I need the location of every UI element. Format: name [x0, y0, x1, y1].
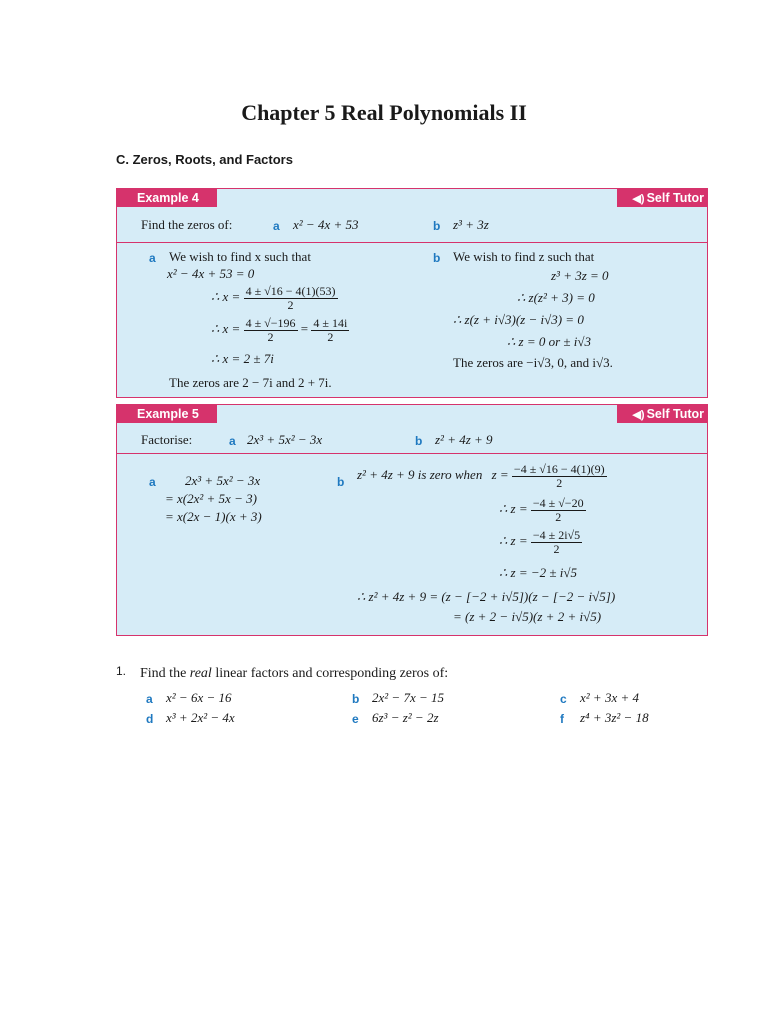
separator [117, 242, 707, 243]
solution-b-label: b [433, 251, 441, 265]
fraction [531, 497, 586, 523]
numerator: 4 ± √16 − 4(1)(53) [245, 284, 336, 298]
equation-prefix: ∴ z = [499, 533, 528, 549]
solution-b-line: ∴ z = 0 or ± i√3 [507, 334, 592, 349]
part-a-label: a [273, 219, 280, 233]
part-expression: 6z³ − z² − 2z [372, 710, 439, 725]
part-expression: x² − 6x − 16 [166, 690, 232, 705]
solution-b-label: b [337, 475, 345, 489]
example-label: Example 4 [117, 189, 217, 207]
fraction [244, 285, 338, 311]
part-b-expression: z³ + 3z [453, 217, 489, 232]
part-a-label: a [229, 434, 236, 448]
equals-sign: = [300, 321, 309, 337]
part-expression: x³ + 2x² − 4x [166, 710, 235, 725]
part-label: b [352, 692, 360, 706]
equation-prefix: ∴ z = [499, 501, 528, 517]
solution-a-conclusion: The zeros are 2 − 7i and 2 + 7i. [169, 375, 332, 390]
equation-prefix: z = [491, 467, 509, 483]
numerator: −4 ± √16 − 4(1)(9) [513, 462, 605, 476]
separator [117, 453, 707, 454]
solution-a-label: a [149, 475, 156, 489]
solution-b-conclusion: The zeros are −i√3, 0, and i√3. [453, 355, 613, 370]
example-prompt: Find the zeros of: [141, 217, 233, 232]
example-label: Example 5 [117, 405, 217, 423]
question-text-italic: real [189, 666, 212, 681]
part-a-expression: 2x³ + 5x² − 3x [247, 432, 323, 447]
numerator: 4 ± 14i [313, 316, 348, 330]
example-4-box [116, 188, 708, 398]
denominator: 2 [327, 329, 334, 344]
self-tutor-button[interactable] [617, 405, 707, 423]
part-label: f [560, 712, 564, 726]
part-a-expression: x² − 4x + 53 [293, 217, 359, 232]
solution-a-label: a [149, 251, 156, 265]
denominator: 2 [555, 509, 562, 524]
solution-b-line: ∴ z(z + i√3)(z − i√3) = 0 [453, 312, 584, 327]
equation-prefix: ∴ x = [211, 321, 241, 337]
part-label: e [352, 712, 359, 726]
example-5-box [116, 404, 708, 636]
self-tutor-label: Self Tutor [646, 407, 704, 421]
solution-a-fraction-line [211, 317, 349, 343]
part-label: c [560, 692, 567, 706]
solution-b-fraction-line [499, 497, 586, 523]
part-expression: z⁴ + 3z² − 18 [580, 710, 649, 725]
part-b-expression: z² + 4z + 9 [435, 432, 493, 447]
numerator: 4 ± √−196 [245, 316, 296, 330]
page-title: Chapter 5 Real Polynomials II [241, 100, 527, 125]
equation-prefix: ∴ x = [211, 289, 241, 305]
example-prompt: Factorise: [141, 432, 193, 447]
statement: z² + 4z + 9 is zero when [357, 467, 483, 483]
fraction [311, 317, 349, 343]
self-tutor-button[interactable] [617, 189, 707, 207]
solution-b-line: ∴ z(z² + 3) = 0 [517, 290, 595, 305]
part-label: a [146, 692, 153, 706]
solution-b-fraction-line [357, 463, 607, 489]
part-label: d [146, 712, 154, 726]
part-expression: 2x² − 7x − 15 [372, 690, 444, 705]
denominator: 2 [556, 475, 563, 490]
solution-b-line: z³ + 3z = 0 [551, 268, 609, 283]
solution-a-fraction-line [211, 285, 338, 311]
solution-b-line: = (z + 2 − i√5)(z + 2 + i√5) [453, 609, 602, 624]
part-b-label: b [415, 434, 423, 448]
solution-b-line: ∴ z = −2 ± i√5 [499, 565, 578, 580]
solution-a-line: x² − 4x + 53 = 0 [167, 266, 255, 281]
solution-a-line: We wish to find x such that [169, 249, 311, 264]
denominator: 2 [267, 329, 274, 344]
part-b-label: b [433, 219, 441, 233]
question-text-after: linear factors and corresponding zeros of: [215, 666, 449, 681]
solution-a-line: 2x³ + 5x² − 3x [185, 473, 261, 488]
denominator: 2 [287, 297, 294, 312]
example-header [117, 189, 707, 207]
section-heading: C. Zeros, Roots, and Factors [116, 152, 293, 167]
fraction [531, 529, 582, 555]
solution-a-line: = x(2x − 1)(x + 3) [165, 509, 262, 524]
speaker-icon: ◀) [632, 193, 645, 205]
solution-b-line: We wish to find z such that [453, 249, 595, 264]
solution-a-line: ∴ x = 2 ± 7i [211, 351, 274, 366]
part-expression: x² + 3x + 4 [580, 690, 639, 705]
solution-b-fraction-line [499, 529, 582, 555]
example-header [117, 405, 707, 423]
fraction [512, 463, 607, 489]
question-1 [116, 662, 676, 734]
solution-b-line: ∴ z² + 4z + 9 = (z − [−2 + i√5])(z − [−2 − i√5]) [357, 589, 616, 604]
denominator: 2 [553, 541, 560, 556]
question-text [140, 666, 448, 682]
self-tutor-label: Self Tutor [646, 191, 704, 205]
numerator: −4 ± √−20 [532, 496, 584, 510]
question-number: 1. [116, 664, 127, 678]
numerator: −4 ± 2i√5 [532, 528, 581, 542]
speaker-icon: ◀) [632, 409, 645, 421]
solution-a-line: = x(2x² + 5x − 3) [165, 491, 257, 506]
fraction [244, 317, 298, 343]
question-text-before: Find the [140, 666, 187, 681]
